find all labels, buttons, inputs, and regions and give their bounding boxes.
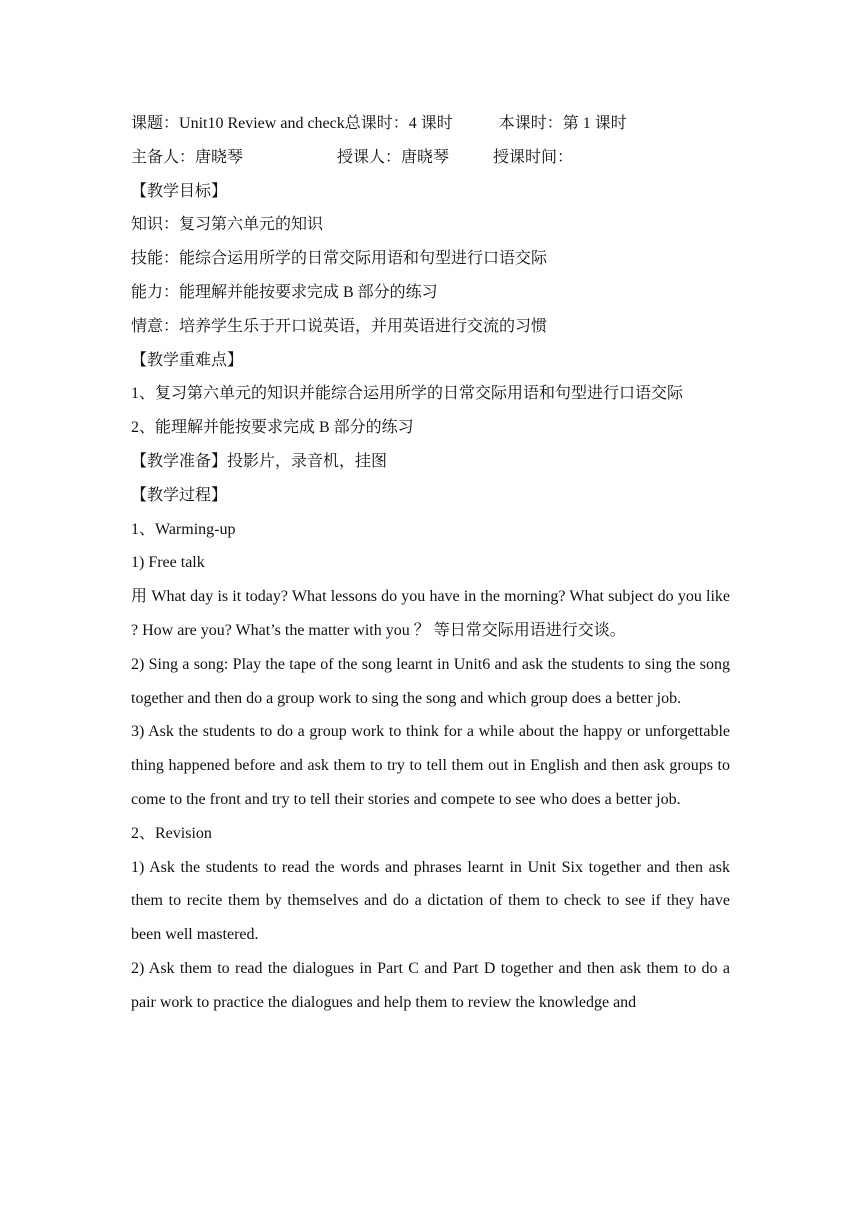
goals-heading: 【教学目标】: [131, 182, 228, 200]
free-talk-text: 用 What day is it today? What lessons do you have in the morning? What subject do you like ? How are you? What’s the matter with you ？ 等日常交际用语进行交谈。: [131, 588, 730, 639]
process-heading: 【教学过程】: [131, 486, 228, 504]
sing-a-song-text: 2) Sing a song: Play the tape of the song learnt in Unit6 and ask the students to sing the song together and then do a group work to sing the song and which group does a better job.: [131, 655, 730, 707]
current-hour: 本课时：第 1 课时: [498, 115, 627, 132]
lesson-plan: [131, 107, 730, 1020]
goal-ability: 能力：能理解并能按要求完成 B 部分的练习: [131, 283, 438, 301]
topic-label: 课题：: [131, 115, 180, 132]
free-talk-title: 1) Free talk: [131, 554, 205, 572]
key-point-item: 1、复习第六单元的知识并能综合运用所学的日常交际用语和句型进行口语交际: [131, 385, 684, 403]
key-point-item: 2、能理解并能按要求完成 B 部分的练习: [131, 419, 414, 437]
preparer: 主备人：唐晓琴: [131, 148, 244, 166]
header-staff-line: [131, 141, 730, 175]
lesson-time: 授课时间：: [493, 148, 574, 166]
goal-skill: 技能：能综合运用所学的日常交际用语和句型进行口语交际: [131, 250, 548, 268]
goal-emotion: 情意：培养学生乐于开口说英语，并用英语进行交流的习惯: [131, 317, 548, 335]
header-topic-line: [131, 107, 730, 141]
group-work-text: 3) Ask the students to do a group work to think for a while about the happy or unforgettable thing happened before and ask them to try to tell them out in English and then ask groups to come to the front and try to tell their stories and compete to see who does a better job.: [131, 723, 730, 808]
revision-words-text: 1) Ask the students to read the words and phrases learnt in Unit Six together and then ask them to recite them by themselves and do a dictation of them to check to see if they have been well mastered.: [131, 858, 730, 944]
preparation: 【教学准备】投影片，录音机，挂图: [131, 452, 388, 470]
total-hours: 总课时：4 课时: [344, 115, 453, 132]
section-revision-title: 2、Revision: [131, 824, 212, 842]
revision-dialogues-text: 2) Ask them to read the dialogues in Part C and Part D together and then ask them to do a pair work to practice the dialogues and help them to review the knowledge and: [131, 959, 730, 1011]
topic-value: Unit10 Review and check: [179, 115, 345, 132]
goal-knowledge: 知识：复习第六单元的知识: [131, 216, 324, 234]
section-warming-up-title: 1、Warming-up: [131, 520, 236, 538]
key-points-heading: 【教学重难点】: [131, 351, 244, 369]
teacher: 授课人：唐晓琴: [337, 148, 450, 166]
